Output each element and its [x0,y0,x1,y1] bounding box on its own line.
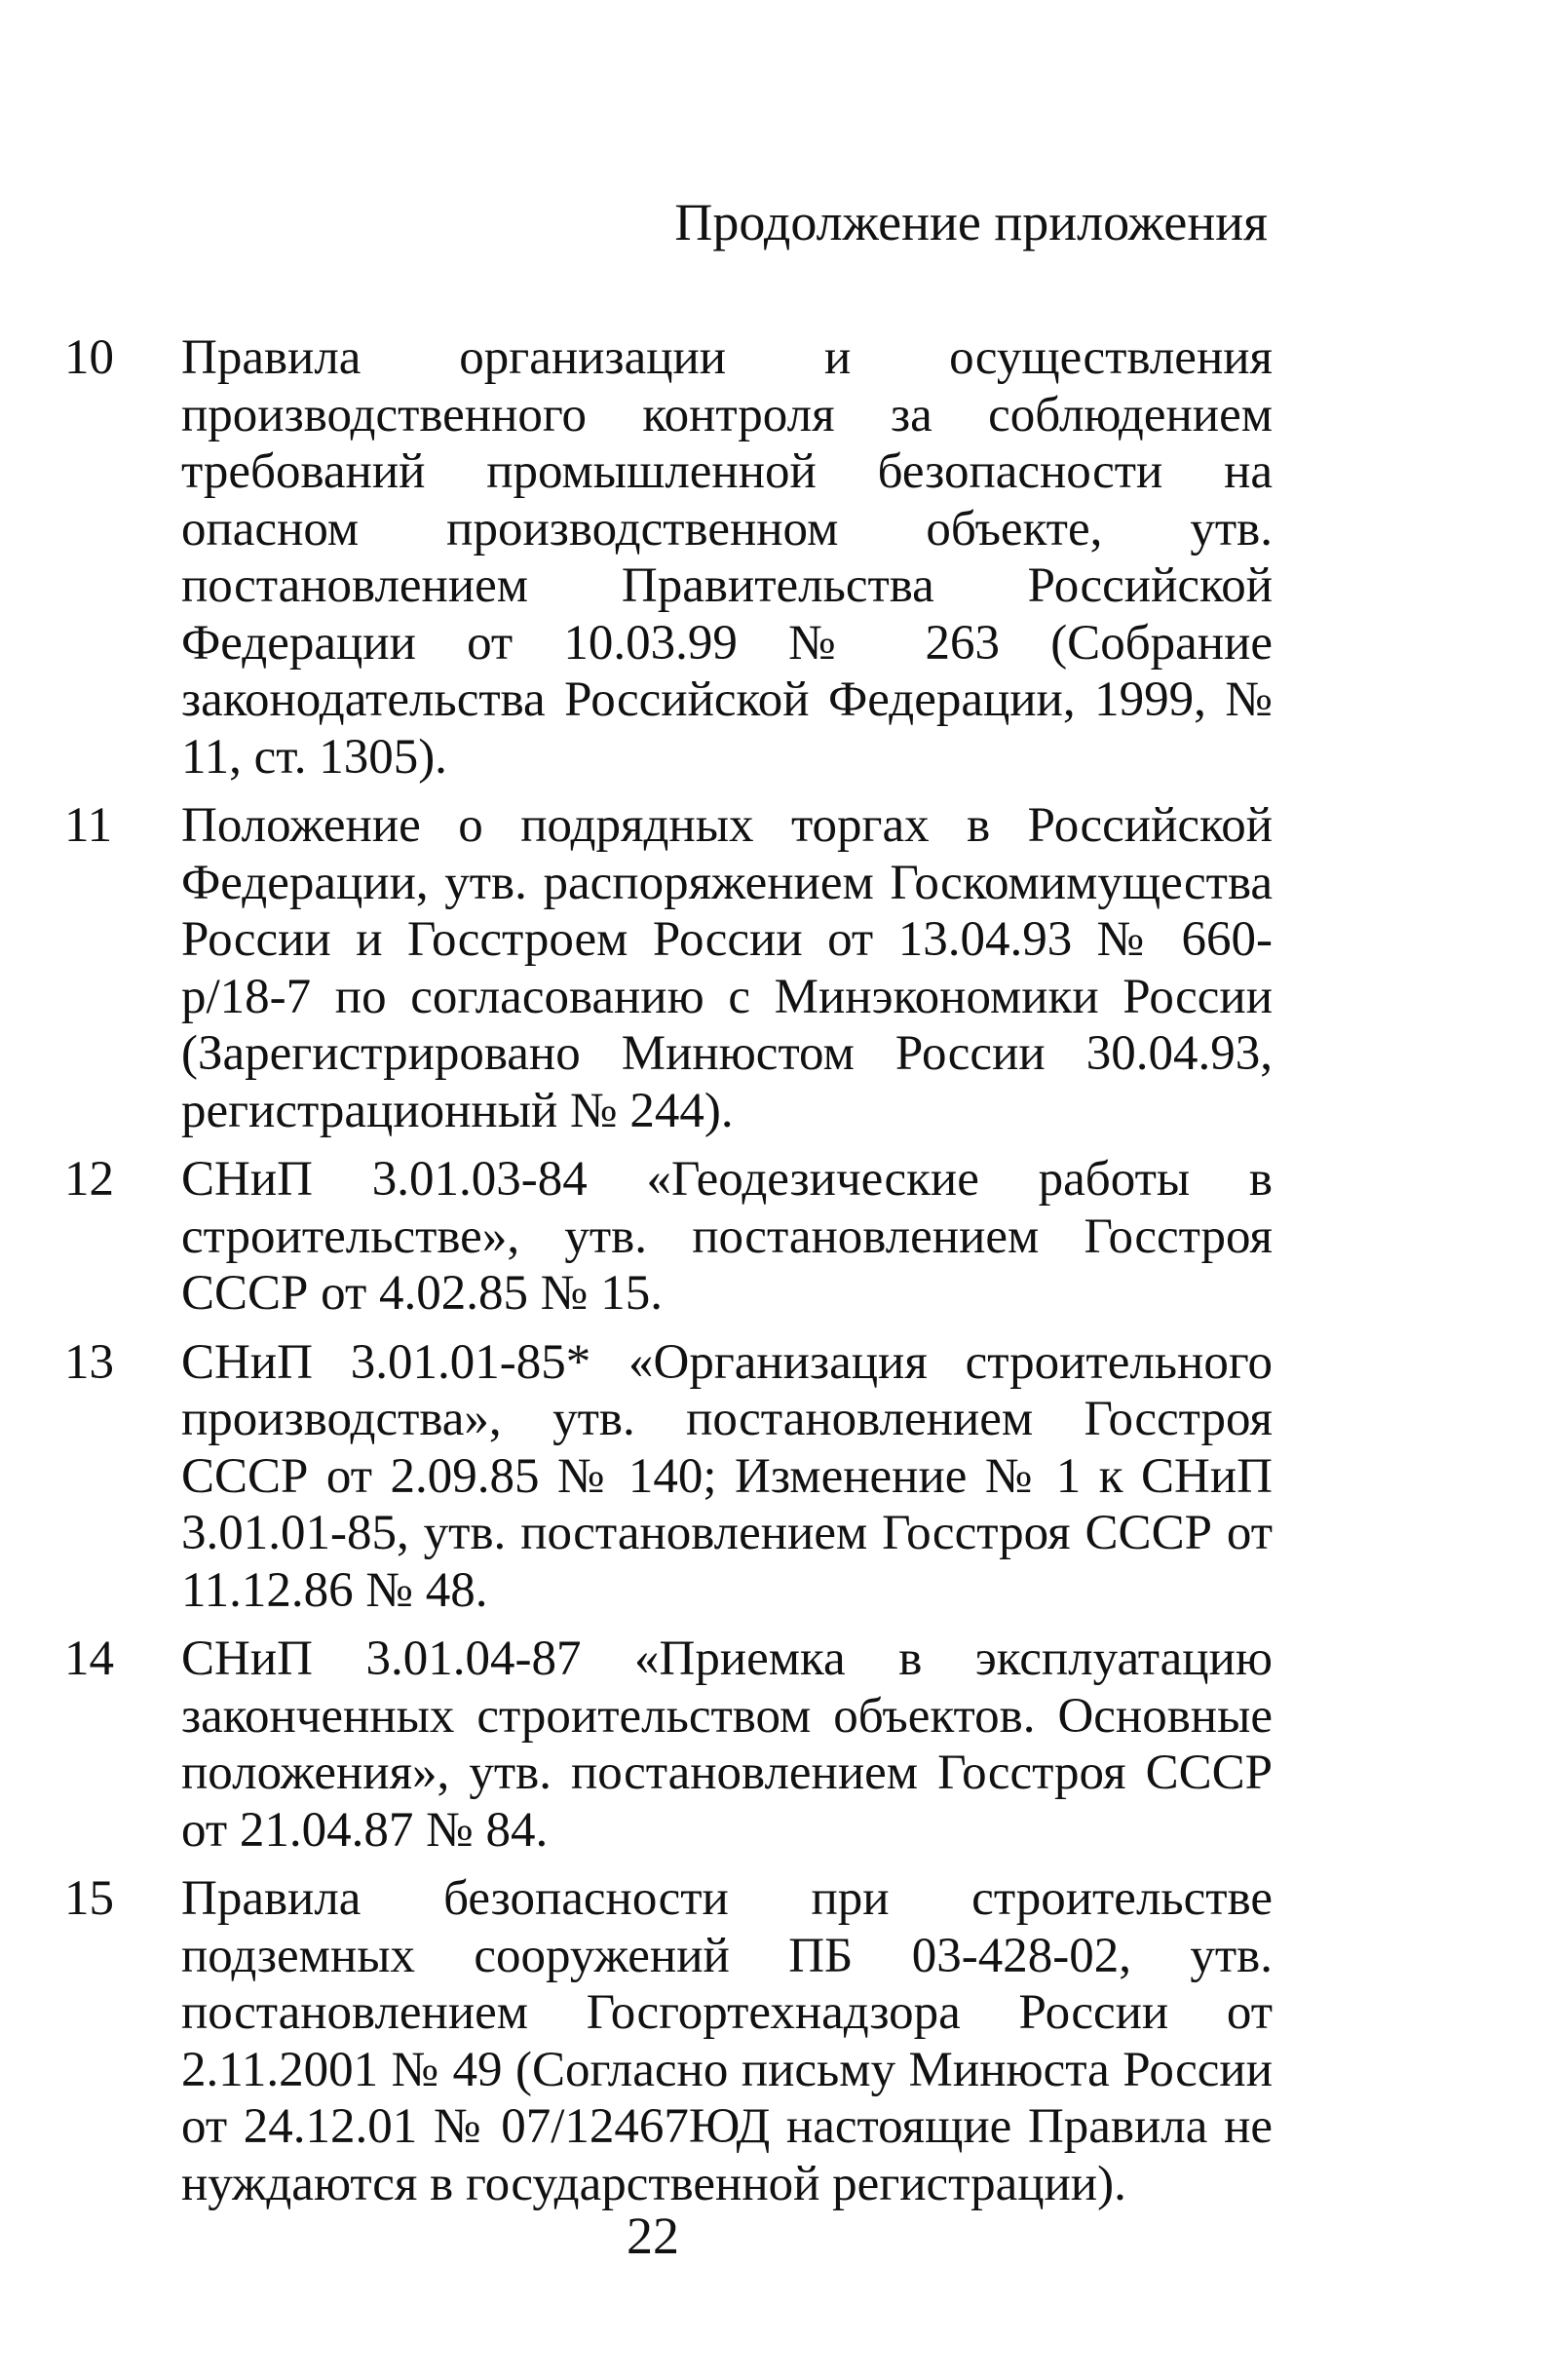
reference-text: СНиП 3.01.01-85* «Организация строительного производства», утв. постановлением Госстроя СССР от 2.09.85 № 140; Изменение № 1 к СНиП 3.01.01-85, утв. постановлением Госстроя СССР от 11.12.86 № 48. [181,1334,1273,1618]
reference-item [64,329,1273,786]
page-number: 22 [627,2207,679,2265]
reference-number: 12 [64,1152,114,1207]
reference-text: Положение о подрядных торгах в Российской Федерации, утв. распоряжением Госкомимущества России и Госстроем России от 13.04.93 № 660-р/18-7 по согласованию с Минэкономики России (Зарегистрировано Минюстом России 30.04.93, регистрационный № 244). [181,798,1273,1138]
reference-number: 13 [64,1334,114,1390]
reference-item [64,1870,1273,2212]
reference-item [64,1151,1273,1323]
reference-item [64,1631,1273,1859]
reference-text: Правила безопасности при строительстве подземных сооружений ПБ 03-428-02, утв. постановлением Госгортехнадзора России от 2.11.2001 № 49 (Согласно письму Минюста России от 24.12.01 № 07/12467ЮД настоящие Правила не нуждаются в государственной регистрации). [181,1871,1273,2211]
reference-list [64,329,1273,2224]
reference-number: 10 [64,330,114,385]
reference-text: СНиП 3.01.04-87 «Приемка в эксплуатацию законченных строительством объектов. Основные положения», утв. постановлением Госстроя СССР от 21.04.87 № 84. [181,1631,1273,1858]
reference-text: Правила организации и осуществления производственного контроля за соблюдением требований промышленной безопасности на опасном производственном объекте, утв. постановлением Правительства Российской Федерации от 10.03.99 № 263 (Собрание законодательства Российской Федерации, 1999, № 11, ст. 1305). [181,330,1273,785]
appendix-continuation-header: Продолжение приложения [674,193,1268,251]
reference-number: 14 [64,1631,114,1686]
reference-item [64,797,1273,1139]
reference-text: СНиП 3.01.03-84 «Геодезические работы в строительстве», утв. постановлением Госстроя СССР от 4.02.85 № 15. [181,1152,1273,1321]
reference-item [64,1334,1273,1620]
reference-number: 15 [64,1871,114,1926]
reference-number: 11 [64,798,113,853]
